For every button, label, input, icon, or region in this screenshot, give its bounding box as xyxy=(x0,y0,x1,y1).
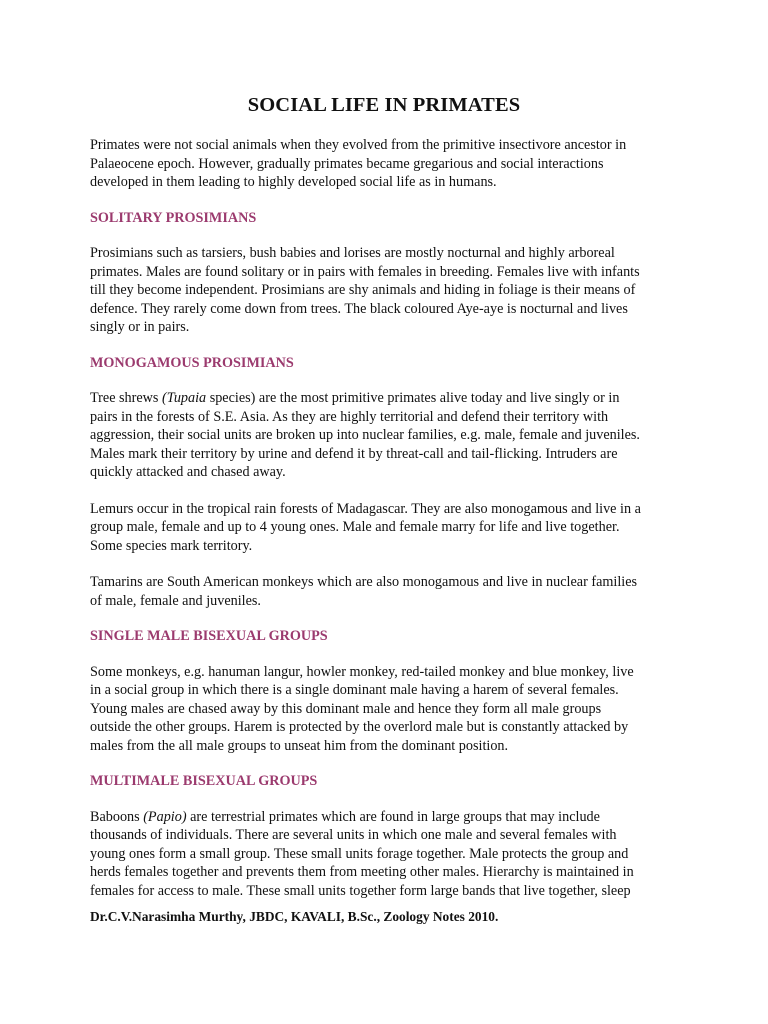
text-line: group male, female and up to 4 young ones. Male and female marry for life and live together. xyxy=(90,519,620,535)
text-line: Prosimians such as tarsiers, bush babies and lorises are mostly nocturnal and highly arboreal xyxy=(90,245,615,261)
intro-paragraph xyxy=(90,136,690,192)
text-line: primates. Males are found solitary or in pairs with females in breeding. Females live with infants xyxy=(90,263,640,280)
text-line xyxy=(90,808,690,827)
text-line: singly or in pairs. xyxy=(90,319,190,335)
text-line: aggression, their social units are broken up into nuclear families, e.g. male, female and juveniles. xyxy=(90,427,640,443)
section-heading-solitary: SOLITARY PROSIMIANS xyxy=(90,209,257,226)
text-line: Lemurs occur in the tropical rain forests of Madagascar. They are also monogamous and live in a xyxy=(90,500,641,517)
text-line: in a social group in which there is a single dominant male having a harem of several females. xyxy=(90,682,619,698)
section-heading-multimale: MULTIMALE BISEXUAL GROUPS xyxy=(90,773,318,789)
page-title: SOCIAL LIFE IN PRIMATES xyxy=(247,94,521,116)
footer-credit: Dr.C.V.Narasimha Murthy, JBDC, KAVALI, B.Sc., Zoology Notes 2010. xyxy=(90,909,499,924)
species-name-italic: (Tupaia xyxy=(161,390,207,406)
text-line: developed in them leading to highly developed social life as in humans. xyxy=(90,174,497,190)
text-line: Some monkeys, e.g. hanuman langur, howler monkey, red-tailed monkey and blue monkey, live xyxy=(90,663,634,680)
text-run: Baboons xyxy=(90,808,144,825)
text-line: Tamarins are South American monkeys which are also monogamous and live in nuclear families xyxy=(90,574,638,590)
text-line: females for access to male. These small units together form large bands that live together, sleep xyxy=(90,882,631,899)
text-line: pairs in the forests of S.E. Asia. As they are highly territorial and defend their territory with xyxy=(90,408,609,425)
species-name-italic: (Papio) xyxy=(143,808,187,825)
text-line: Some species mark territory. xyxy=(90,537,253,554)
single-male-paragraph xyxy=(90,663,690,756)
section-heading-monogamous: MONOGAMOUS PROSIMIANS xyxy=(90,354,294,371)
text-line: young ones form a small group. These small units forage together. Male protects the group and xyxy=(90,845,629,862)
monogamous-paragraph-1 xyxy=(90,389,690,482)
text-line: quickly attacked and chased away. xyxy=(90,464,286,480)
monogamous-paragraph-3 xyxy=(90,573,690,610)
text-line: males from the all male groups to unseat him from the dominant position. xyxy=(90,737,509,754)
text-line: thousands of individuals. There are several units in which one male and several females with xyxy=(90,827,617,843)
text-line: till they become independent. Prosimians are shy animals and hiding in foliage is their means of xyxy=(90,282,636,298)
section-heading-single-male: SINGLE MALE BISEXUAL GROUPS xyxy=(90,628,328,644)
document-body xyxy=(90,136,690,900)
text-line: herds females together and prevents them from meeting other males. Hierarchy is maintained in xyxy=(90,864,634,880)
monogamous-paragraph-2 xyxy=(90,500,690,556)
multimale-paragraph xyxy=(90,808,690,901)
text-line: Palaeocene epoch. However, gradually primates became gregarious and social interactions xyxy=(90,155,604,172)
text-line: Primates were not social animals when they evolved from the primitive insectivore ancestor in xyxy=(90,137,627,153)
text-line: outside the other groups. Harem is protected by the overlord male but is constantly attacked by xyxy=(90,719,629,735)
text-run: Tree shrews xyxy=(90,390,162,406)
text-line: Males mark their territory by urine and defend it by threat-call and tail-flicking. Intruders are xyxy=(90,445,618,462)
text-line xyxy=(90,389,690,408)
text-line: Young males are chased away by this dominant male and hence they form all male groups xyxy=(90,700,602,717)
text-run: species) are the most primitive primates alive today and live singly or in xyxy=(206,390,620,406)
text-line: defence. They rarely come down from trees. The black coloured Aye-aye is nocturnal and lives xyxy=(90,300,628,317)
text-run: are terrestrial primates which are found in large groups that may include xyxy=(186,808,600,825)
text-line: of male, female and juveniles. xyxy=(90,592,261,609)
solitary-paragraph xyxy=(90,244,690,337)
